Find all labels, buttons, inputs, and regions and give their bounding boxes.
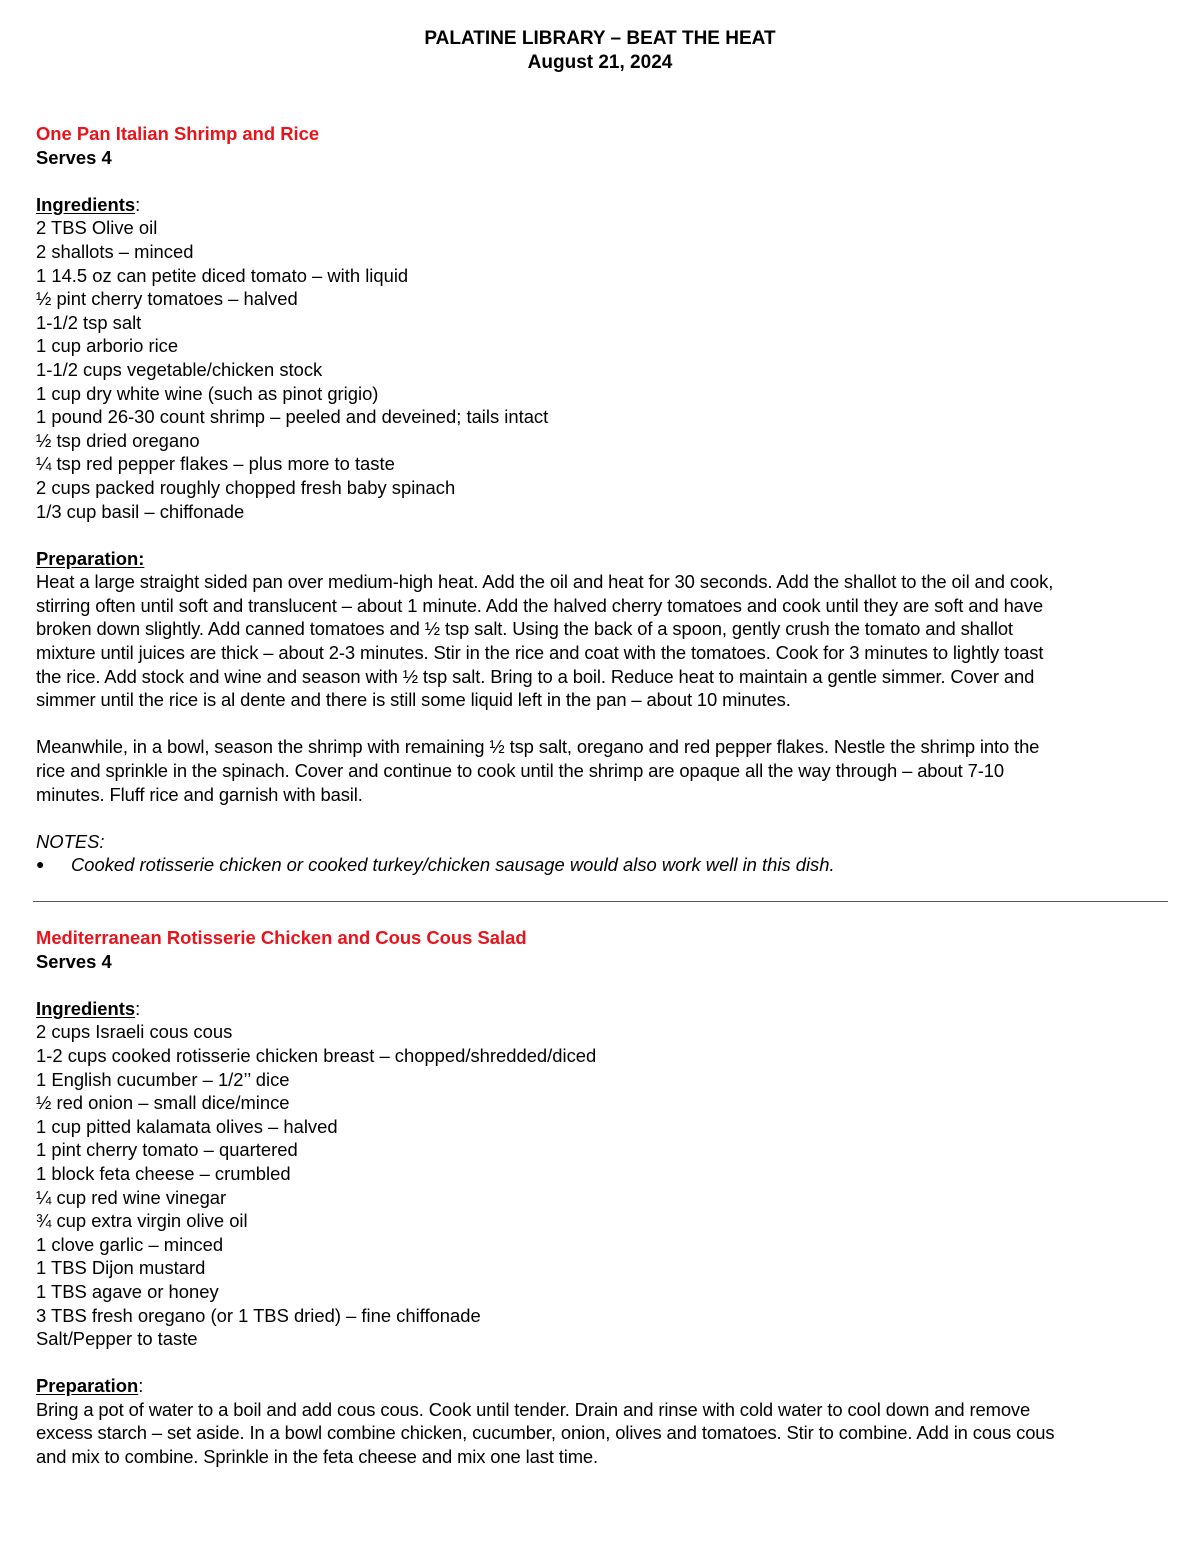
note-item [36,853,1168,877]
ingredients-heading: Ingredients: [36,997,141,1019]
ingredient-item: 3 TBS fresh oregano (or 1 TBS dried) – fine chiffonade [36,1304,481,1326]
recipe-cous-cous-salad [36,926,1168,1469]
preparation-line: and mix to combine. Sprinkle in the feta cheese and mix one last time. [36,1446,599,1468]
ingredient-item: ½ tsp dried oregano [36,429,200,451]
preparation-line: Bring a pot of water to a boil and add cous cous. Cook until tender. Drain and rinse with cold water to cool down and remove [36,1398,1031,1420]
ingredient-item: 2 cups packed roughly chopped fresh baby spinach [36,476,456,498]
ingredients-heading: Ingredients: [36,193,141,215]
ingredient-item: ¾ cup extra virgin olive oil [36,1210,248,1232]
recipe-serves: Serves 4 [36,950,112,972]
section-divider [33,901,1168,902]
preparation-heading: Preparation: [36,1375,144,1397]
ingredient-item: 1/3 cup basil – chiffonade [36,500,245,522]
preparation-paragraph [36,570,1168,712]
preparation-line: Heat a large straight sided pan over medium-high heat. Add the oil and heat for 30 seconds. Add the shallot to the oil and cook, [36,571,1054,593]
preparation-line: simmer until the rice is al dente and there is still some liquid left in the pan – about 10 minutes. [36,689,791,711]
ingredient-item: 1 cup arborio rice [36,335,179,357]
recipe-title: Mediterranean Rotisserie Chicken and Cous Cous Salad [36,927,527,948]
ingredient-item: 1 TBS Dijon mustard [36,1257,206,1279]
header-date: August 21, 2024 [527,52,673,73]
ingredient-item: 1 clove garlic – minced [36,1233,224,1255]
preparation-heading: Preparation: [36,547,145,569]
notes-heading: NOTES: [36,830,105,852]
ingredient-item: 1-1/2 cups vegetable/chicken stock [36,358,323,380]
note-text: Cooked rotisserie chicken or cooked turkey/chicken sausage would also work well in this dish. [71,854,835,876]
ingredient-item: 1 English cucumber – 1/2’’ dice [36,1068,290,1090]
preparation-line: the rice. Add stock and wine and season with ½ tsp salt. Bring to a boil. Reduce heat to maintain a gentle simmer. Cover and [36,665,1035,687]
preparation-line: minutes. Fluff rice and garnish with basil. [36,783,363,805]
preparation-paragraph [36,735,1168,806]
ingredient-item: ½ red onion – small dice/mince [36,1092,290,1114]
bullet-icon: ● [36,856,45,873]
ingredient-item: ¼ tsp red pepper flakes – plus more to taste [36,453,395,475]
ingredient-item: 2 shallots – minced [36,240,194,262]
ingredient-item: 1 pint cherry tomato – quartered [36,1139,298,1161]
ingredient-item: 2 TBS Olive oil [36,217,158,239]
page-header [0,27,1200,75]
preparation-line: mixture until juices are thick – about 2-3 minutes. Stir in the rice and coat with the tomatoes. Cook for 3 minutes to lightly toast [36,642,1044,664]
ingredients-list [36,1020,1168,1350]
preparation-line: stirring often until soft and translucent – about 1 minute. Add the halved cherry tomatoes and cook until they are soft and have [36,594,1043,616]
ingredient-item: ¼ cup red wine vinegar [36,1186,227,1208]
ingredient-item: 1 cup dry white wine (such as pinot grigio) [36,382,379,404]
ingredient-item: 2 cups Israeli cous cous [36,1021,233,1043]
preparation-line: excess starch – set aside. In a bowl combine chicken, cucumber, onion, olives and tomatoes. Stir to combine. Add in cous cous [36,1422,1055,1444]
ingredient-item: 1 TBS agave or honey [36,1280,219,1302]
preparation-line: broken down slightly. Add canned tomatoes and ½ tsp salt. Using the back of a spoon, gently crush the tomato and shallot [36,618,1013,640]
recipe-title: One Pan Italian Shrimp and Rice [36,123,320,144]
preparation-line: rice and sprinkle in the spinach. Cover and continue to cook until the shrimp are opaque all the way through – about 7-10 [36,760,1004,782]
ingredient-item: 1 14.5 oz can petite diced tomato – with liquid [36,264,409,286]
ingredient-item: 1-2 cups cooked rotisserie chicken breast – chopped/shredded/diced [36,1044,597,1066]
recipe-serves: Serves 4 [36,146,112,168]
ingredient-item: 1 pound 26-30 count shrimp – peeled and deveined; tails intact [36,406,549,428]
header-title: PALATINE LIBRARY – BEAT THE HEAT [424,28,776,49]
ingredient-item: ½ pint cherry tomatoes – halved [36,288,298,310]
ingredient-item: 1-1/2 tsp salt [36,311,142,333]
preparation-line: Meanwhile, in a bowl, season the shrimp with remaining ½ tsp salt, oregano and red pepper flakes. Nestle the shrimp into the [36,736,1040,758]
ingredients-list [36,216,1168,523]
recipe-shrimp-and-rice [36,122,1168,877]
preparation-paragraph [36,1398,1168,1469]
ingredient-item: Salt/Pepper to taste [36,1328,198,1350]
ingredient-item: 1 block feta cheese – crumbled [36,1162,291,1184]
ingredient-item: 1 cup pitted kalamata olives – halved [36,1115,338,1137]
